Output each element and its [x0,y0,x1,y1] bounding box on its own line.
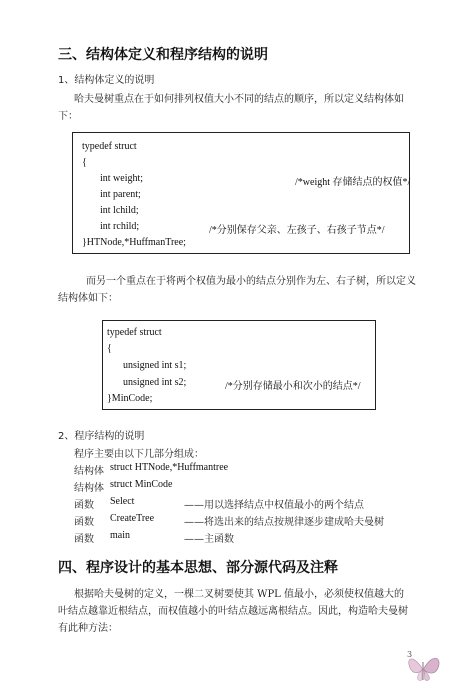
code-line: typedef struct [107,327,162,338]
code-line: }HTNode,*HuffmanTree; [82,237,186,248]
subsection-1-heading: 1、结构体定义的说明 [58,75,155,86]
section-3-heading: 三、结构体定义和程序结构的说明 [58,47,268,63]
part-kind: 函数 [74,517,94,528]
code-line: unsigned int s2; [123,377,187,388]
part-name: struct MinCode [110,479,173,490]
paragraph-3-line-3: 有此种方法： [58,623,118,634]
code-line: int parent; [100,189,141,200]
program-parts-list [74,462,414,552]
part-name: CreateTree [110,513,155,524]
part-name: struct HTNode,*Huffmantree [110,462,229,473]
code-line: int rchild; [100,221,140,232]
part-kind: 结构体 [74,483,104,494]
code-block-mincode [102,320,376,410]
code-line: { [82,157,87,168]
program-intro: 程序主要由以下几部分组成： [74,449,204,460]
part-name: Select [110,496,135,507]
part-kind: 函数 [74,500,94,511]
code-line: int weight; [100,173,144,184]
code-line: unsigned int s1; [123,360,187,371]
code-line: { [107,343,112,354]
paragraph-2-line-2: 结构体如下： [58,293,118,304]
part-description: ——主函数 [184,534,234,545]
paragraph-1-line-2: 下： [58,111,78,122]
code-comment: /*weight 存储结点的权值*/ [295,177,411,188]
part-name: main [110,530,130,541]
paragraph-3-line-2: 叶结点越靠近根结点，而权值越小的叶结点越远离根结点。因此，构造哈夫曼树 [58,606,408,617]
part-description: ——用以选择结点中权值最小的两个结点 [184,500,364,511]
code-line: }MinCode; [107,393,153,404]
subsection-2-heading: 2、程序结构的说明 [58,431,145,442]
code-line: typedef struct [82,141,137,152]
paragraph-3-line-1: 根据哈夫曼树的定义，一棵二叉树要使其 WPL 值最小，必须使权值越大的 [74,589,405,600]
code-line: int lchild; [100,205,139,216]
code-block-htnode [72,132,410,254]
page-number: 3 [407,650,413,659]
section-4-heading: 四、程序设计的基本思想、部分源代码及注释 [58,560,338,576]
page-footer [404,648,444,684]
paragraph-2-line-1: 而另一个重点在于将两个权值为最小的结点分别作为左、右子树，所以定义 [86,276,416,287]
paragraph-1-line-1: 哈夫曼树重点在于如何排列权值大小不同的结点的顺序，所以定义结构体如 [74,94,404,105]
code-comment: /*分别保存父亲、左孩子、右孩子节点*/ [209,225,385,236]
part-kind: 函数 [74,534,94,545]
part-description: ——将选出来的结点按规律逐步建成哈夫曼树 [184,517,384,528]
part-kind: 结构体 [74,466,104,477]
code-comment: /*分别存储最小和次小的结点*/ [225,381,361,392]
